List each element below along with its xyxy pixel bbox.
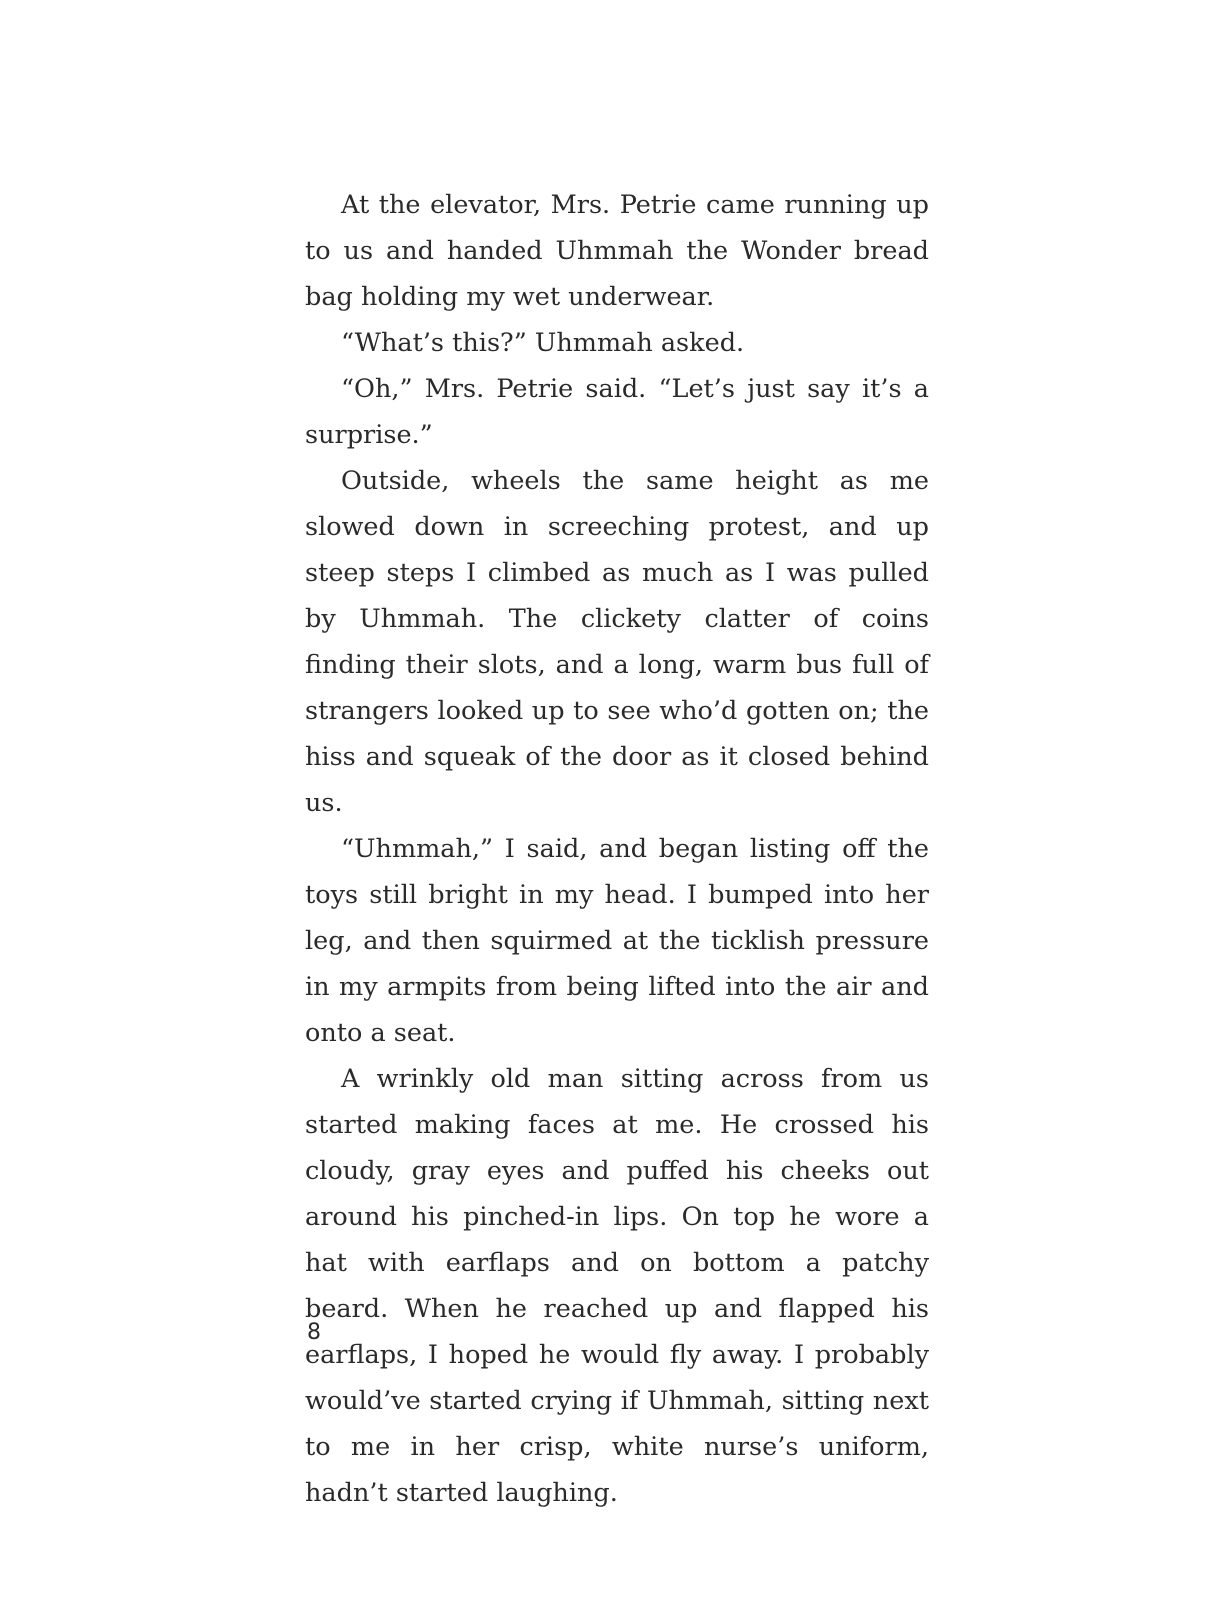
paragraph: “Uhmmah,” I said, and began listing off the toys still bright in my head. I bumped into her leg, and then squirmed at the ticklish pressure in my armpits from being lifted into the air and onto a seat. [305,834,929,1048]
paragraph: “Oh,” Mrs. Petrie said. “Let’s just say it’s a surprise.” [305,374,929,450]
paragraph: “What’s this?” Uhmmah asked. [341,328,745,358]
page-number: 8 [307,1320,321,1345]
text-section-2 [305,458,929,1516]
paragraph: A wrinkly old man sitting across from us started making faces at me. He crossed his cloudy, gray eyes and puffed his cheeks out around his pinched-in lips. On top he wore a hat with earflaps and on bottom a patchy beard. When he reached up and flapped his earflaps, I hoped he would fly away. I probably would’ve started crying if Uhmmah, sitting next to me in her crisp, white nurse’s uniform, hadn’t started laughing. [305,1064,929,1508]
paragraph: At the elevator, Mrs. Petrie came running up to us and handed Uhmmah the Wonder bread bag holding my wet underwear. [305,190,929,312]
text-section-1 [305,182,929,458]
paragraph: Outside, wheels the same height as me slowed down in screeching protest, and up steep steps I climbed as much as I was pulled by Uhmmah. The clickety clatter of coins finding their slots, and a long, warm bus full of strangers looked up to see who’d gotten on; the hiss and squeak of the door as it closed behind us. [305,466,929,818]
